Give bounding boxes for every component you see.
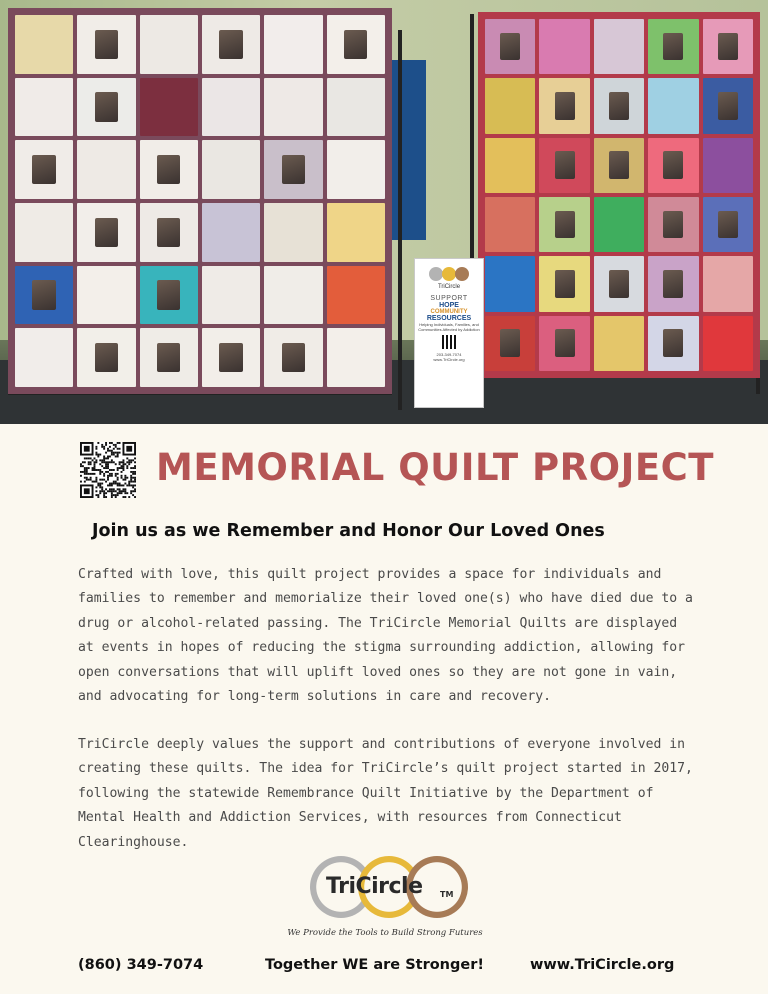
quilt-block (327, 203, 385, 262)
logo-wordmark: TriCircle (326, 874, 423, 899)
quilt-block (594, 256, 644, 311)
footer-website-link[interactable]: www.TriCircle.org (530, 957, 675, 973)
quilt-block (264, 328, 322, 387)
qr-code-icon[interactable] (80, 442, 136, 498)
quilt-block (539, 138, 589, 193)
quilt-block (327, 140, 385, 199)
quilt-block (264, 140, 322, 199)
quilt-block (485, 316, 535, 371)
quilt-block (77, 78, 135, 137)
history-paragraph: TriCircle deeply values the support and contributions of everyone involved in creating these quilts. The idea for TriCircle’s quilt project started in 2017, following the statewide Remembrance Quilt Initiative by the Department of Mental Health and Addiction Services, with resources from Connecticut Clearinghouse. (78, 737, 693, 850)
memorial-photo (157, 280, 180, 309)
quilt-block (485, 138, 535, 193)
banner-support: SUPPORT (430, 295, 468, 302)
quilt-block (485, 197, 535, 252)
banner-hope: HOPE (439, 302, 459, 309)
quilt-block (264, 203, 322, 262)
memorial-photo (95, 343, 118, 372)
quilt-block (140, 140, 198, 199)
intro-paragraph: Crafted with love, this quilt project provides a space for individuals and families to remember and memorialize their loved one(s) who have died due to a drug or alcohol-related passing. The TriCircle Memorial Quilts are displayed at events in hopes of reducing the stigma surrounding addiction, allowing for open conversations that will uplift loved ones so they are not gone in vain, and advocating for long-term solutions in care and recovery. (78, 567, 693, 705)
quilt-block (485, 78, 535, 133)
quilt-block (594, 197, 644, 252)
quilt-block (327, 266, 385, 325)
memorial-photo (609, 92, 629, 120)
banner-resources: RESOURCES (426, 315, 472, 322)
quilt-block (77, 266, 135, 325)
quilt-block (703, 138, 753, 193)
banner-brand: TriCircle (437, 284, 461, 290)
quilt-block (15, 328, 73, 387)
memorial-photo (555, 92, 575, 120)
memorial-quilt-left (8, 8, 392, 394)
memorial-photo (282, 343, 305, 372)
quilt-block (703, 197, 753, 252)
quilt-block (648, 78, 698, 133)
quilt-block (264, 78, 322, 137)
quilt-block (594, 316, 644, 371)
quilt-block (264, 266, 322, 325)
quilt-block (15, 266, 73, 325)
memorial-photo (344, 30, 367, 59)
quilt-block (140, 203, 198, 262)
quilt-block (594, 19, 644, 74)
quilt-block (539, 316, 589, 371)
quilt-block (77, 140, 135, 199)
quilt-block (703, 316, 753, 371)
quilt-block (202, 328, 260, 387)
quilt-block (140, 328, 198, 387)
memorial-photo (95, 92, 118, 121)
memorial-photo (219, 343, 242, 372)
page-title: MEMORIAL QUILT PROJECT (156, 446, 715, 489)
memorial-photo (718, 33, 738, 61)
quilt-block (539, 78, 589, 133)
quilt-block (703, 19, 753, 74)
footer-motto: Together WE are Stronger! (265, 957, 484, 973)
banner-logo (429, 267, 469, 281)
memorial-photo (157, 343, 180, 372)
memorial-photo (663, 33, 683, 61)
quilts-photo (0, 0, 768, 424)
quilt-block (15, 140, 73, 199)
memorial-photo (32, 155, 55, 184)
logo-tagline: We Provide the Tools to Build Strong Futures (287, 928, 483, 938)
quilt-block (648, 316, 698, 371)
quilt-block (539, 256, 589, 311)
quilt-block (202, 203, 260, 262)
page-subtitle: Join us as we Remember and Honor Our Loved Ones (92, 521, 605, 541)
banner-qr-icon (442, 335, 456, 349)
memorial-photo (718, 92, 738, 120)
quilt-block (77, 203, 135, 262)
memorial-quilt-right (478, 12, 760, 378)
quilt-block (327, 78, 385, 137)
quilt-block (15, 203, 73, 262)
memorial-photo (282, 155, 305, 184)
quilt-block (327, 15, 385, 74)
quilt-block (648, 19, 698, 74)
quilt-block (140, 78, 198, 137)
quilt-block (15, 15, 73, 74)
memorial-photo (95, 30, 118, 59)
memorial-photo (663, 151, 683, 179)
quilt-block (140, 15, 198, 74)
memorial-photo (663, 270, 683, 298)
quilt-block (648, 138, 698, 193)
quilt-block (539, 197, 589, 252)
quilt-block (648, 256, 698, 311)
memorial-photo (32, 280, 55, 309)
memorial-photo (555, 270, 575, 298)
memorial-photo (555, 329, 575, 357)
banner-description: Helping Individuals, Families, and Communities Affected by Addiction (418, 322, 480, 332)
quilt-block (264, 15, 322, 74)
memorial-photo (555, 211, 575, 239)
quilt-block (202, 140, 260, 199)
quilt-block (648, 197, 698, 252)
quilt-block (594, 78, 644, 133)
quilt-block (77, 328, 135, 387)
banner-community: COMMUNITY (430, 309, 468, 315)
memorial-photo (219, 30, 242, 59)
memorial-photo (663, 329, 683, 357)
quilt-block (202, 78, 260, 137)
quilt-block (327, 328, 385, 387)
support-banner (414, 258, 484, 408)
quilt-block (77, 15, 135, 74)
footer-phone[interactable]: (860) 349-7074 (78, 957, 204, 973)
memorial-photo (663, 211, 683, 239)
memorial-photo (95, 218, 118, 247)
quilt-block (539, 19, 589, 74)
memorial-photo (157, 155, 180, 184)
quilt-block (703, 78, 753, 133)
memorial-photo (718, 211, 738, 239)
memorial-photo (500, 329, 520, 357)
memorial-photo (500, 33, 520, 61)
memorial-photo (609, 151, 629, 179)
quilt-block (202, 266, 260, 325)
quilt-block (140, 266, 198, 325)
logo-trademark: TM (440, 890, 454, 899)
quilt-block (485, 19, 535, 74)
quilt-block (202, 15, 260, 74)
quilt-block (15, 78, 73, 137)
quilt-block (485, 256, 535, 311)
banner-phone: 203-349-7074 (436, 352, 462, 357)
quilt-stand-pole (398, 30, 402, 410)
quilt-block (594, 138, 644, 193)
memorial-photo (555, 151, 575, 179)
tricircle-logo (306, 856, 470, 926)
memorial-photo (609, 270, 629, 298)
quilt-block (703, 256, 753, 311)
banner-web: www.TriCircle.org (433, 357, 465, 362)
memorial-photo (157, 218, 180, 247)
